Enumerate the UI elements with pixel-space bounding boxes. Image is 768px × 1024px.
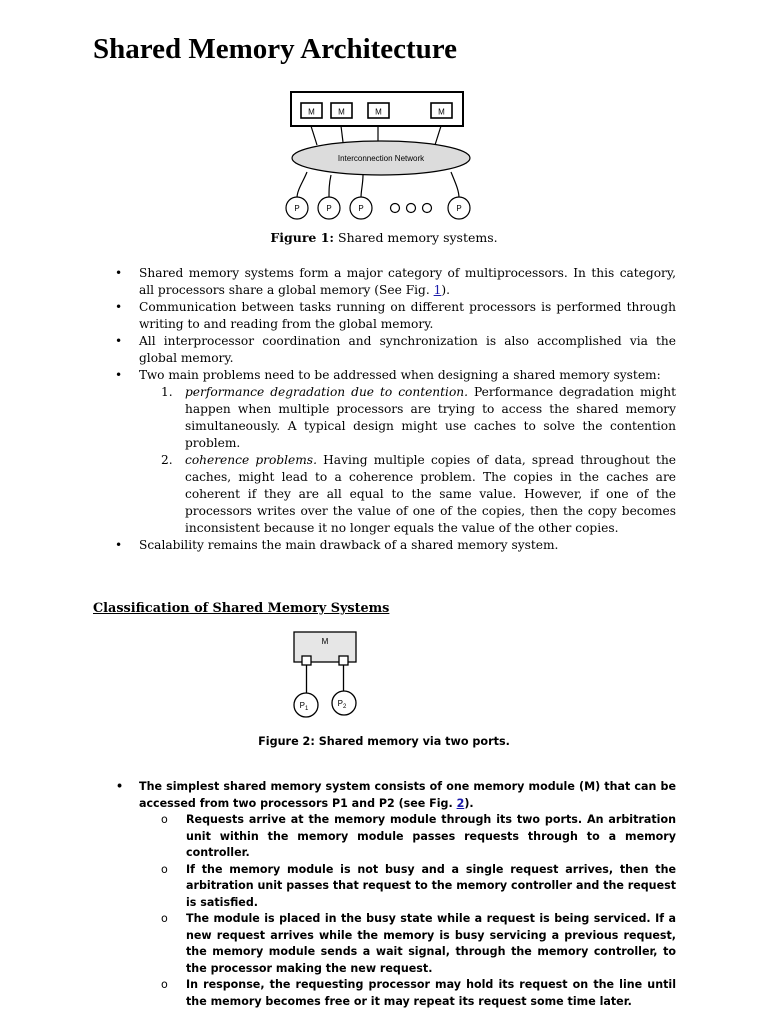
item-text: Having multiple copies of data, spread throughout the caches, might lead to a coherence problem. The copies in the caches are coherent if they are all equal to the same value. However, if one of the processors writes over the value of one of the copies, then the copy becomes inconsistent because it no longer equals the value of the other copies. [185,453,677,535]
memory-label: M [308,107,315,117]
processor-p1-label: $P_1$ [299,701,309,712]
memory-label: M [338,107,345,117]
item-term: coherence problems. [185,453,317,467]
processor-label: P [456,204,462,213]
bullet-icon: • [115,538,123,552]
processor-label: P [294,204,300,213]
sub-list-item-text: If the memory module is not busy and a single request arrives, then the arbitration unit passes that request to the memory controller and the request is satisfied. [186,862,677,909]
item-term: performance degradation due to contention. [185,385,469,399]
list-item [112,537,676,554]
network-label: Interconnection Network [337,154,425,163]
processor-p2-label: $P_2$ [337,699,347,710]
figure-2-diagram [284,629,374,721]
list-item [112,779,676,812]
circle-bullet-icon: o [161,813,168,826]
list-item-text: Shared memory systems form a major category of multiprocessors. In this category, all processors share a global memory (See Fig. [139,266,676,297]
figure-2-caption: Figure 2: Shared memory via two ports. [258,735,510,748]
list-item-text-end: ). [464,796,474,810]
list-item [112,299,676,333]
list-item-text-end: ). [441,283,451,297]
sub-list-item-text: In response, the requesting processor may hold its request on the line until the memory becomes free or it may repeat its request some time later. [186,978,676,1008]
bullet-icon: • [116,780,124,793]
list-item [112,333,676,367]
circle-bullet-icon: o [161,862,168,876]
figure-1-caption [0,230,768,245]
ellipsis-dot [391,204,400,213]
numbered-item [112,452,676,537]
sub-list-item [112,977,676,1010]
figure-1-link[interactable]: 1 [433,283,442,297]
processor-p2 [332,691,356,715]
processor-p1 [294,693,318,717]
list-item-text: The simplest shared memory system consists of one memory module (M) that can be accessed from two processors P1 and P2 (see Fig. [139,780,676,810]
list-item-text: Communication between tasks running on different processors is performed through writing to and reading from the global memory. [139,300,676,331]
item-number: 1. [161,385,173,399]
port-1 [302,656,311,665]
circle-bullet-icon: o [161,978,168,991]
item-number: 2. [161,453,173,467]
bullet-icon: • [115,266,123,280]
section-heading: Classification of Shared Memory Systems [93,601,390,616]
memory-label: M [375,107,382,117]
list-item-text: All interprocessor coordination and synchronization is also accomplished via the global memory. [139,334,676,365]
list-item-text: Two main problems need to be addressed when designing a shared memory system: [139,368,661,382]
figure-1-diagram [283,90,483,226]
bullet-icon: • [115,368,123,382]
processor-label: P [326,204,332,213]
bullet-icon: • [115,334,123,348]
sub-list-item-text: The module is placed in the busy state while a request is being serviced. If a new request arrives while the memory is busy servicing a previous request, the memory module sends a wait signal, through the memory controller, to the processor making the new request. [186,912,676,975]
numbered-item [112,384,676,452]
processor-label: P [358,204,364,213]
figure-2-link[interactable]: 2 [456,796,465,810]
list-item [112,265,676,299]
bullet-list-shared-memory [112,265,676,554]
sub-list-item [112,862,676,912]
port-2 [339,656,348,665]
circle-bullet-icon: o [161,912,168,925]
item-text: Performance degradation might happen when multiple processors are trying to access the shared memory simultaneously. A typical design might use caches to solve the contention problem. [185,385,676,450]
page-title: Shared Memory Architecture [93,33,458,65]
memory-label: M [438,107,445,117]
bullet-list-two-port [112,779,676,1010]
ellipsis-dot [423,204,432,213]
sub-list-item-text: Requests arrive at the memory module through its two ports. An arbitration unit within the memory module passes requests through to a memory controller. [186,813,676,859]
bullet-icon: • [115,300,123,314]
list-item-text: Scalability remains the main drawback of a shared memory system. [139,538,559,552]
sub-list-item [112,812,676,862]
ellipsis-dot [407,204,416,213]
caption-text: Shared memory systems. [338,230,498,245]
list-item [112,367,676,384]
caption-label: Figure 1: [270,230,335,245]
memory-label: M [321,637,329,646]
sub-list-item [112,911,676,977]
